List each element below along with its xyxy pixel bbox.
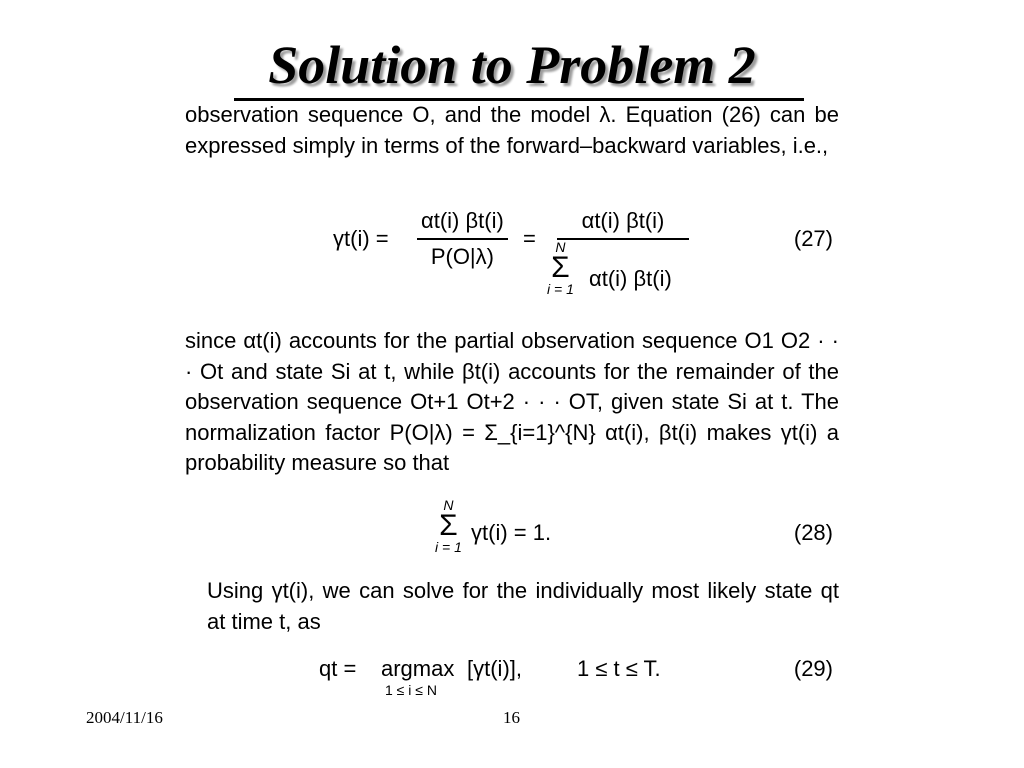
eq27-lhs: γt(i) = [333, 226, 389, 251]
footer-page-number: 16 [503, 708, 520, 727]
eq27-frac2-numerator: αt(i) βt(i) [581, 208, 665, 233]
eq28-number: (28) [793, 520, 833, 545]
equation-28 [185, 498, 839, 568]
eq27-frac1-bar [417, 238, 508, 240]
eq27-frac2-denominator: αt(i) βt(i) [589, 266, 672, 291]
sigma-icon: Σ [439, 509, 458, 542]
eq27-sum-upper: N [555, 239, 566, 255]
eq29-argument: [γt(i)], [467, 656, 522, 681]
eq28-sum-upper: N [443, 497, 454, 513]
eq27-sum-lower: i = 1 [547, 281, 574, 297]
eq29-number: (29) [793, 656, 833, 681]
eq27-fraction-1 [417, 208, 508, 270]
slide-title: Solution to Problem 2 [268, 35, 756, 95]
eq28-body: γt(i) = 1. [471, 520, 552, 545]
eq27-summation [547, 240, 574, 296]
eq29-operator: argmax [381, 656, 455, 681]
eq27-frac2-bar [557, 238, 689, 240]
footer-date: 2004/11/16 [86, 708, 163, 727]
eq27-frac1-denominator: P(O|λ) [430, 244, 494, 269]
eq29-range: 1 ≤ t ≤ T. [577, 656, 661, 681]
sigma-icon: Σ [551, 251, 570, 284]
eq27-number: (27) [793, 226, 833, 251]
paragraph-explanation: since αt(i) accounts for the partial observation sequence O1 O2 · · · Ot and state Si at t, while βt(i) accounts for the remainder of the observation sequence Ot+1 Ot+2 · · · OT, given state Si at t. The normalization factor P(O|λ) = Σ_{i=1}^{N} αt(i), βt(i) makes γt(i) a probability measure so that [185, 328, 839, 475]
paragraph-most-likely-state: Using γt(i), we can solve for the individually most likely state qt at time t, as [207, 578, 839, 634]
eq28-summation [435, 498, 462, 554]
scanned-text-excerpt [185, 100, 845, 700]
equation-27 [185, 208, 839, 297]
eq29-lhs: qt = [319, 656, 357, 681]
eq29-operator-subscript: 1 ≤ i ≤ N [385, 682, 437, 698]
eq27-equals: = [523, 226, 536, 251]
eq27-frac1-numerator: αt(i) βt(i) [421, 208, 504, 233]
eq28-sum-lower: i = 1 [435, 539, 462, 555]
paragraph-intro: observation sequence O, and the model λ. Equation (26) can be expressed simply in terms of the forward–backward variables, i.e., [185, 102, 839, 158]
eq27-fraction-2 [557, 208, 689, 244]
